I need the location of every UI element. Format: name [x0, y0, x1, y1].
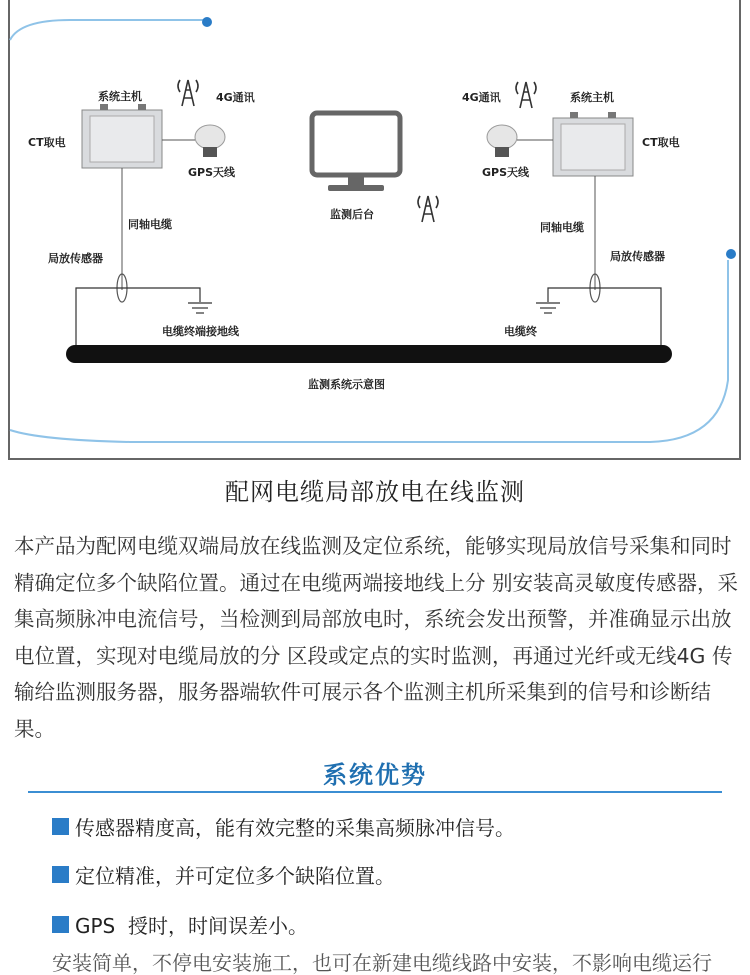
host-box-icon — [553, 112, 633, 176]
antenna-icon — [178, 80, 198, 106]
intro-paragraph: 本产品为配网电缆双端局放在线监测及定位系统，能够实现局放信号采集和同时精确定位多个缺陷位置。通过在电缆两端接地线上分 别安装高灵敏度传感器，采集高频脉冲电流信号，当检测到局部放电时，系统会发出预警，并准确显示出放电位置，实现对电缆局放的分 区段或定点的实时监测，再通过光纤或无线4G 传输给监测服务器，服务器端软件可展示各个监测主机所采集到的信号和诊断结果。 — [14, 534, 739, 741]
ground-icon — [188, 303, 212, 313]
monitoring-diagram — [10, 0, 741, 458]
monitor-label: 监测后台 — [330, 208, 374, 221]
left-ground-label: 电缆终端接地线 — [162, 325, 239, 338]
advantages-divider — [28, 791, 722, 793]
gps-antenna-icon — [487, 125, 517, 157]
advantage-item — [52, 812, 515, 841]
right-ct-label: CT取电 — [642, 136, 680, 149]
advantages-title: 系统优势 — [323, 761, 427, 789]
advantage-item — [52, 860, 395, 889]
left-host-label: 系统主机 — [98, 90, 142, 103]
advantage-item — [52, 910, 308, 939]
advantage-text: 定位精准，并可定位多个缺陷位置。 — [75, 864, 395, 888]
monitor-icon — [312, 113, 400, 191]
gps-antenna-icon — [195, 125, 225, 157]
square-bullet-icon — [52, 818, 69, 835]
advantage-text: GPS 授时，时间误差小。 — [75, 914, 308, 938]
cable — [66, 345, 672, 363]
right-4g-label: 4G通讯 — [462, 91, 501, 104]
right-sensor-label: 局放传感器 — [610, 250, 665, 263]
right-gps-label: GPS天线 — [482, 166, 530, 179]
advantage-item-partial: 安装简单，不停电安装施工，也可在新建电缆线路中安装，不影响电缆运行 — [52, 951, 712, 975]
left-ct-label: CT取电 — [28, 136, 66, 149]
left-4g-label: 4G通讯 — [216, 91, 255, 104]
diagram-frame — [8, 0, 741, 460]
left-gps-label: GPS天线 — [188, 166, 236, 179]
host-box-icon — [82, 104, 162, 168]
antenna-icon — [418, 196, 438, 222]
antenna-icon — [516, 82, 536, 108]
left-sensor-label: 局放传感器 — [48, 252, 103, 265]
ground-icon — [536, 303, 560, 313]
square-bullet-icon — [52, 866, 69, 883]
decor-dot-top — [202, 17, 212, 27]
decor-curve-top — [10, 20, 206, 40]
left-coax-label: 同轴电缆 — [128, 218, 172, 231]
square-bullet-icon — [52, 916, 69, 933]
decor-dot-right — [726, 249, 736, 259]
diagram-caption: 监测系统示意图 — [308, 378, 385, 391]
right-coax-label: 同轴电缆 — [540, 221, 584, 234]
advantage-text: 传感器精度高，能有效完整的采集高频脉冲信号。 — [75, 816, 515, 840]
page-title: 配网电缆局部放电在线监测 — [225, 478, 525, 506]
right-ground-label: 电缆终 — [504, 325, 537, 338]
right-host-label: 系统主机 — [570, 91, 614, 104]
